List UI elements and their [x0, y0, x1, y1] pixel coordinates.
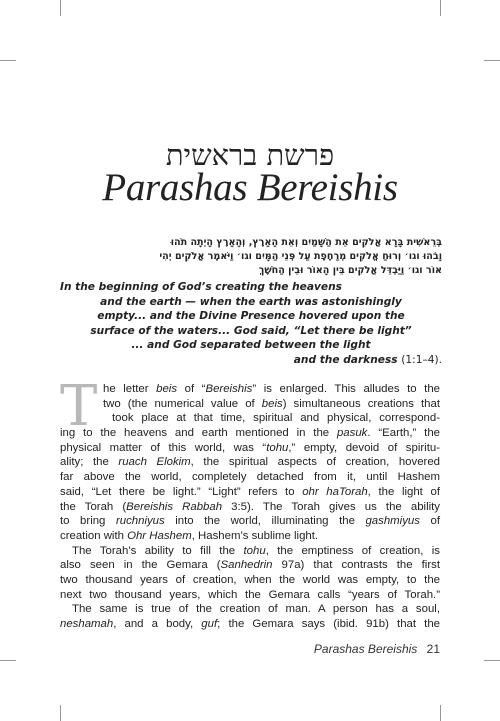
verse-translation-line: empty... and the Divine Presence hovered upon the [97, 310, 405, 322]
text-line: next two thousand years, which the Gemara calls “years of Torah.” [60, 588, 440, 601]
title-hebrew: פרשת בראשית [165, 138, 335, 172]
verse-translation-line: In the beginning of God’s creating the heavens [60, 281, 342, 293]
crop-mark [484, 660, 500, 661]
page-number: 21 [426, 642, 440, 656]
drop-cap: T [60, 374, 98, 439]
crop-mark [440, 705, 441, 721]
text-line: two thousand years of creation, when the world was empty, to the [60, 573, 440, 586]
text-line: The same is true of the creation of man. A person has a soul, [72, 603, 440, 616]
text-line: far above the world, completely detached from it, until Hashem [60, 471, 440, 484]
page-footer [314, 642, 440, 656]
text-line: ality; the ruach Elokim, the spiritual aspects of creation, hovered [60, 456, 440, 469]
crop-mark [60, 705, 61, 721]
text-line: he letter beis of “Bereishis” is enlarged. This alludes to the [103, 383, 441, 395]
text-line: the Torah (Bereishis Rabbah 3:5). The Torah gives us the ability [60, 500, 440, 513]
verse-translation-line [60, 353, 442, 368]
crop-mark [440, 0, 441, 16]
text-line: physical matter of this world, was “tohu,” empty, devoid of spiritu- [60, 441, 440, 454]
crop-mark [0, 60, 16, 61]
text-line: The Torah’s ability to fill the tohu, the emptiness of creation, is [72, 544, 440, 557]
text-line: to bring ruchniyus into the world, illuminating the gashmiyus of [60, 515, 440, 528]
running-title: Parashas Bereishis [313, 642, 418, 656]
text-line: said, “Let there be light.” “Light” refers to ohr haTorah, the light of [60, 485, 440, 498]
text-line: creation with Ohr Hashem, Hashem’s sublime light. [60, 529, 319, 542]
crop-mark [0, 660, 16, 661]
verse-translation-line: and the earth — when the earth was astonishingly [100, 295, 402, 308]
paragraph-3 [60, 602, 440, 631]
text-line: neshamah, and a body, guf; the Gemara says (ibid. 91b) that the [60, 618, 441, 630]
text-line: took place at that time, spiritual and physical, correspond- [112, 412, 440, 425]
body-text [60, 374, 441, 632]
text-line: ing to the heavens and earth mentioned in the pasuk. “Earth,” the [60, 427, 440, 440]
verse-translation-line: surface of the waters... God said, “Let there be light” [90, 324, 412, 337]
title-english: Parashas Bereishis [102, 166, 398, 209]
verse-translation [60, 280, 442, 367]
verse-hebrew [60, 236, 442, 278]
text-line: two (the numerical value of beis) simultaneous creations that [103, 397, 440, 410]
crop-mark [60, 0, 61, 16]
crop-mark [484, 60, 500, 61]
verse-reference: (1:1–4). [401, 353, 442, 366]
paragraph-1 [60, 374, 441, 544]
verse-hebrew-line: בְּרֵאשִׁית בָּרָא אֱלֹקִים אֵת הַשָּׁמַיִם וְאֵת הָאָרֶץ, וְהָאָרֶץ הָיְתָה תֹהוּ [170, 237, 442, 248]
text-line: also seen in the Gemara (Sanhedrin 97a) that contrasts the first [60, 559, 440, 572]
verse-hebrew-line: וָבֹהוּ וגו׳ וְרוּחַ אֱלֹקִים מְרַחֶפֶת עַל פְּנֵי הַמָּיִם וגו׳ וַיֹּאמֶר אֱלֹקִים יְהִי [159, 251, 442, 262]
verse-translation-line: ... and God separated between the light [131, 339, 371, 351]
paragraph-2 [60, 544, 440, 603]
verse-hebrew-line: אוֹר וגו׳ וַיַּבְדֵּל אֱלֹקִים בֵּין הָאוֹר וּבֵין הַחֹשֶׁךְ [258, 265, 442, 276]
verse-translation-last: and the darkness [293, 353, 398, 366]
